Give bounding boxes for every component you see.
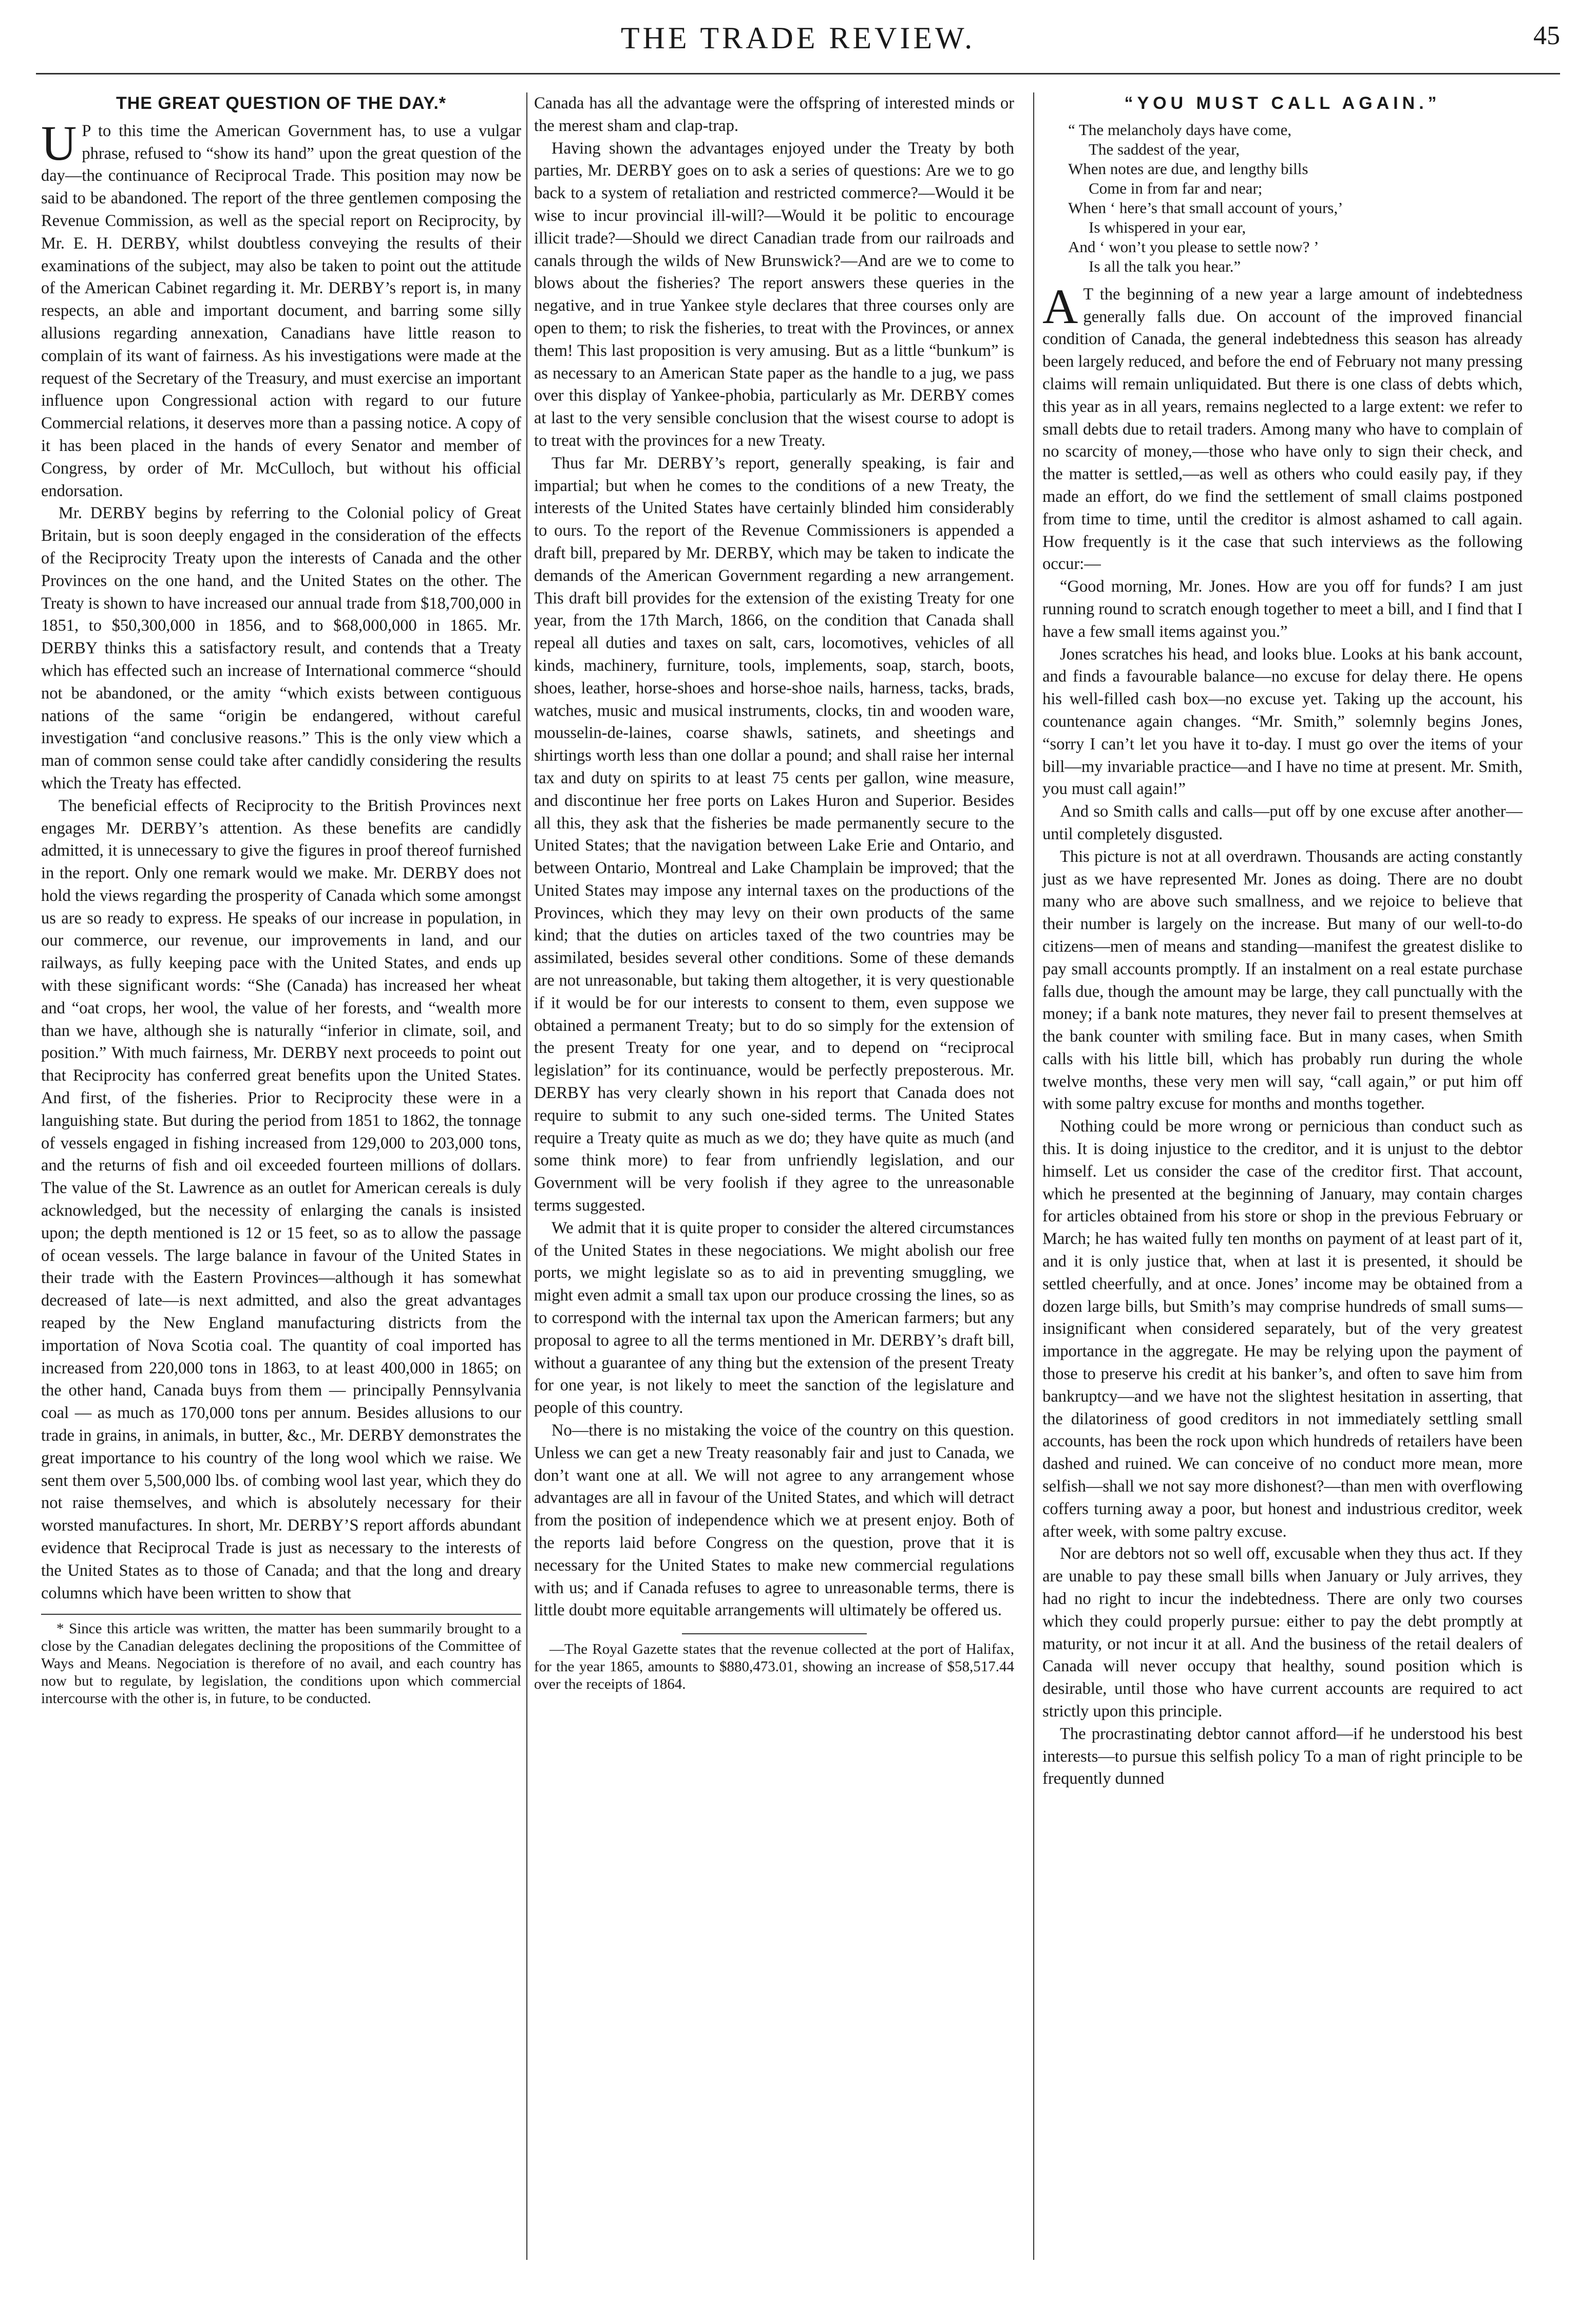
epigraph-poem xyxy=(1068,120,1523,276)
drop-cap: A xyxy=(1042,278,1078,334)
article-paragraph: We admit that it is quite proper to consider the altered circumstances of the United States in these negociations. We might abolish our free ports, we might legislate so as to aid in preventing smuggling, we might even admit a small tax upon our produce crossing the lines, so as to correspond with the internal tax upon the American farmers; but any proposal to agree to all the terms mentioned in Mr. DERBY’s draft bill, without a guarantee of any thing but the extension of the present Treaty for one year, is not likely to meet the sanction of the legislature and people of this country. xyxy=(534,1218,1014,1418)
masthead xyxy=(0,15,1596,72)
poem-line: “ The melancholy days have come, xyxy=(1068,120,1291,139)
article-paragraph: Thus far Mr. DERBY’s report, generally speaking, is fair and impartial; but when he comes to the conditions of a new Treaty, the interests of the United States have certainly blinded him considerably to ours. To the report of the Revenue Commissioners is appended a draft bill, prepared by Mr. DERBY, which may be taken to indicate the demands of the American Government regarding a new arrangement. This draft bill provides for the extension of the existing Treaty for one year, from the 17th March, 1866, on the condition that Canada shall repeal all duties and taxes on salt, cars, locomotives, vehicles of all kinds, machinery, furniture, tools, implements, soap, starch, boots, shoes, leather, horse-shoes and horse-shoe nails, harness, tacks, brads, watches, music and musical instruments, clocks, tin and wooden ware, mousselin-de-laines, coarse shawls, satinets, and sheetings and shirtings worth less than one dollar a pound; and shall raise her internal tax and duty on spirits to at least 75 cents per gallon, wine measure, and discontinue her free ports on Lakes Huron and Superior. Besides all this, they ask that the fisheries be made permanently secure to the United States; that the navigation between Lake Erie and Ontario, and between Ontario, Montreal and Lake Champlain be improved; that the United States may impose any internal taxes on the productions of the Provinces, which they may levy on their own products of the same kind; that the duties on articles taxed of the two countries may be assimilated, besides several other conditions. Some of these demands are not unreasonable, but taking them altogether, it is very questionable if it would be for our interests to consent to them, even suppose we obtained a permanent Treaty; but to do so simply for the extension of the present Treaty for one year, and to depend on “reciprocal legislation” for its continuance, would be perfectly preposterous. Mr. DERBY has very clearly shown in his report that Canada does not require to submit to any such one-sided terms. The United States require a Treaty quite as much as we do; they have quite as much (and some think more) to fear from unfriendly legislation, and our Government will be very foolish if they agree to the unreasonable terms suggested. xyxy=(534,454,1014,1215)
article-paragraph: U P to this time the American Government has, to use a vulgar phrase, refused to “show its hand” upon the great question of the day—the continuance of Reciprocal Trade. This position may now be said to be abandoned. The report of the three gentlemen composing the Revenue Commission, as well as the special report on Reciprocity, by Mr. E. H. DERBY, whilst doubtless conveying the results of their examinations of the subject, may also be taken to point out the attitude of the American Cabinet regarding it. Mr. DERBY’s report is, in many respects, an able and important document, and barring some silly allusions regarding annexation, Canadians have little reason to complain of its want of fairness. As his investigations were made at the request of the Secretary of the Treasury, and must exercise an important influence upon Congressional action with regard to our future Commercial relations, it deserves more than a passing notice. A copy of it has been placed in the hands of every Senator and member of Congress, by order of Mr. McCulloch, but without his official endorsation. xyxy=(41,115,521,500)
article-paragraph: Having shown the advantages enjoyed under the Treaty by both parties, Mr. DERBY goes on to ask a series of questions: Are we to go back to a system of retaliation and restricted commerce?—Would it be wise to incur provincial ill-will?—Would it be politic to encourage illicit trade?—Should we direct Canadian trade from our railroads and canals through the wilds of New Brunswick?—And are we to come to blows about the fisheries? The report answers these queries in the negative, and in true Yankee style declares that three courses only are open to them; to risk the fisheries, to treat with the Provinces, or annex them! This last proposition is very amusing. But as a little “bunkum” is as necessary to an American State paper as the handle to a jug, we pass over this display of Yankee-phobia, particularly as Mr. DERBY comes at last to the very sensible conclusion that the wisest course to adopt is to treat with the provinces for a new Treaty. xyxy=(534,139,1014,450)
article-title: THE GREAT QUESTION OF THE DAY.* xyxy=(116,93,447,113)
article-paragraph: This picture is not at all overdrawn. Thousands are acting constantly just as we have represented Mr. Jones as doing. There are no doubt many who are above such smallness, and we rejoice to believe that their number is largely on the increase. But many of our well-to-do citizens—men of means and standing—manifest the greatest dislike to pay small accounts promptly. If an instalment on a real estate purchase falls due, though the amount may be large, they call punctually with the money; if a bank note matures, they never fail to present themselves at the bank counter with smiling face. But in many cases, when Smith calls with his little bill, which has probably run during the whole twelve months, these very men will say, “call again,” or put him off with some paltry excuse for months and months together. xyxy=(1042,847,1523,1114)
publication-title: THE TRADE REVIEW. xyxy=(620,21,976,55)
news-brief: —The Royal Gazette states that the revenue collected at the port of Halifax, for the year 1865, amounts to $880,473.01, showing an increase of $58,517.44 over the receipts of 1864. xyxy=(534,1641,1014,1693)
article-paragraph: “Good morning, Mr. Jones. How are you off for funds? I am just running round to scratch enough together to meet a bill, and I find that I have a few small items against you.” xyxy=(1042,577,1523,641)
article-paragraph: A T the beginning of a new year a large amount of indebtedness generally falls due. On account of the improved financial condition of Canada, the general indebtedness this season has already been largely reduced, and before the end of February not many pressing claims will remain unliquidated. But there is one class of debts which, this year as in all years, remains neglected to a large extent: we refer to small debts due to retail traders. Among many who have to complain of no scarcity of money,—those who have only to sign their check, and the matter is settled,—as well as others who could easily pay, if they made an effort, do we find the settlement of small claims postponed from time to time, until the creditor is almost ashamed to call again. How frequently is it the case that such interviews as the following occur:— xyxy=(1042,278,1523,574)
article-paragraph: Canada has all the advantage were the offspring of interested minds or the merest sham and clap-trap. xyxy=(534,94,1014,135)
masthead-rule xyxy=(36,73,1560,74)
poem-line: And ‘ won’t you please to settle now? ’ xyxy=(1068,237,1319,256)
poem-line: Is all the talk you hear.” xyxy=(1089,257,1241,275)
article-paragraph: Nothing could be more wrong or pernicious than conduct such as this. It is doing injustice to the creditor, and it is unjust to the debtor himself. Let us consider the case of the creditor first. That account, which he presented at the beginning of January, may contain charges for articles obtained from his store or shop in the previous February or March; he has waited fully ten months on payment of at least part of it, and it is only justice that, when at last it is presented, it should be settled cheerfully, and at once. Jones’ income may be obtained from a dozen large bills, but Smith’s may comprise hundreds of small sums—insignificant when considered separately, but of the very greatest importance in the aggregate. He may be relying upon the payment of those to preserve his credit at his banker’s, and often to save him from bankruptcy—and we have not the slightest hesitation in asserting, that the dilatoriness of good creditors in not immediately settling small accounts, has been the rock upon which hundreds of retailers have been dashed and ruined. We can conceive of no conduct more mean, more selfish—shall we not say more dishonest?—than men with overflowing coffers turning away a poor, but honest and industrious creditor, week after week, with some paltry excuse. xyxy=(1042,1117,1523,1541)
poem-line: The saddest of the year, xyxy=(1089,140,1240,158)
article-paragraph: Nor are debtors not so well off, excusable when they thus act. If they are unable to pay these small bills when January or July arrives, they had no right to incur the indebtedness. There are only two courses which they could properly pursue: either to pay the debt promptly at maturity, or not incur it at all. And the business of the retail dealers of Canada will never occupy that healthy, sound position which is desirable, until those who have current accounts are required to act strictly upon this principle. xyxy=(1042,1544,1523,1721)
article-paragraph: Jones scratches his head, and looks blue. Looks at his bank account, and finds a favourable balance—no excuse for delay there. He opens his well-filled cash box—no excuse yet. Taking up the account, his countenance again changes. “Mr. Smith,” solemnly begins Jones, “sorry I can’t let you have it to-day. I must go over the items of your bill—my invariable practice—and I have no time at present. Mr. Smith, you must call again!” xyxy=(1042,645,1523,799)
column-1 xyxy=(41,92,521,1707)
column-divider xyxy=(1033,92,1034,2260)
drop-cap: U xyxy=(41,115,77,171)
poem-line: When ‘ here’s that small account of yours,’ xyxy=(1068,198,1343,217)
article-paragraph: The beneficial effects of Reciprocity to the British Provinces next engages Mr. DERBY’s attention. As these benefits are candidly admitted, it is unnecessary to give the figures in proof thereof furnished in the report. Only one remark would we make. Mr. DERBY does not hold the views regarding the prosperity of Canada which some amongst us are so ready to express. He speaks of our increase in population, in our commerce, our revenue, our improvements in land, and our railways, as fully keeping pace with the United States, and ends up with these significant words: “She (Canada) has increased her wheat and “oat crops, her wool, the value of her forests, and “wealth more than we have, although she is naturally “inferior in climate, soil, and position.” With much fairness, Mr. DERBY next proceeds to point out that Reciprocity has conferred great benefits upon the United States. And first, of the fisheries. Prior to Reciprocity these were in a languishing state. But during the period from 1851 to 1862, the tonnage of vessels engaged in fishing increased from 129,000 to 203,000 tons, and the returns of fish and oil exceeded fourteen millions of dollars. The value of the St. Lawrence as an outlet for American cereals is duly acknowledged, but the necessity of enlarging the canals is insisted upon; the depth mentioned is 12 or 15 feet, so as to allow the passage of ocean vessels. The large balance in favour of the United States in their trade with the Eastern Provinces—although it has somewhat decreased of late—is next admitted, and also the great advantages reaped by the New England manufacturing districts from the importation of Nova Scotia coal. The quantity of coal imported has increased from 220,000 tons in 1863, to at least 400,000 in 1865; on the other hand, Canada buys from them — principally Pennsylvania coal — as much as 170,000 tons per annum. Besides allusions to our trade in grains, in animals, in butter, &c., Mr. DERBY demonstrates the great importance to his country of the long wool which we raise. We sent them over 5,500,000 lbs. of combing wool last year, which they do not raise themselves, and which is absolutely necessary for their worsted manufactures. In short, Mr. DERBY’S report affords abundant evidence that Reciprocal Trade is just as necessary to the interests of the United States as to those of Canada; and that the long and dreary columns which have been written to show that xyxy=(41,796,521,1602)
article-paragraph: No—there is no mistaking the voice of the country on this question. Unless we can get a new Treaty reasonably fair and just to Canada, we don’t want one at all. We will not agree to any arrangement whose advantages are all in favour of the United States, and which will detract from the position of independence which we at present enjoy. Both of the reports laid before Congress on the question, prove that it is necessary for the United States to make new commercial regulations with us; and if Canada refuses to agree to unreasonable terms, there is little doubt more equitable arrangements will ultimately be offered us. xyxy=(534,1421,1014,1620)
article-paragraph: And so Smith calls and calls—put off by one excuse after another—until completely disgusted. xyxy=(1042,802,1523,843)
page-number: 45 xyxy=(1533,21,1560,50)
column-2 xyxy=(534,92,1014,1693)
poem-line: Is whispered in your ear, xyxy=(1089,218,1246,236)
column-divider xyxy=(526,92,527,2260)
poem-line: Come in from far and near; xyxy=(1089,179,1263,197)
column-3 xyxy=(1042,92,1523,1790)
article-title: “YOU MUST CALL AGAIN.” xyxy=(1124,93,1441,113)
article-paragraph: Mr. DERBY begins by referring to the Colonial policy of Great Britain, but is soon deeply engaged in the consideration of the effects of the Reciprocity Treaty upon the interests of Canada and the other Provinces on the one hand, and the United States on the other. The Treaty is shown to have increased our annual trade from $18,700,000 in 1851, to $50,300,000 in 1856, and to $68,000,000 in 1865. Mr. DERBY thinks this a satisfactory result, and contends that a Treaty which has effected such an increase of International commerce “should not be abandoned, or the amity “which exists between contiguous nations of the same “origin be endangered, without careful investigation “and conclusive reasons.” This is the only view which a man of common sense could take after candidly considering the results which the Treaty has effected. xyxy=(41,504,521,793)
poem-line: When notes are due, and lengthy bills xyxy=(1068,159,1308,178)
footnote-rule xyxy=(41,1614,521,1615)
article-paragraph: The procrastinating debtor cannot afford—if he understood his best interests—to pursue this selfish policy To a man of right principle to be frequently dunned xyxy=(1042,1724,1523,1788)
footnote: * Since this article was written, the matter has been summarily brought to a close by the Canadian delegates declining the propositions of the Committee of Ways and Means. Negociation is therefore of no avail, and each country has now but to regulate, by legislation, the conditions upon which commercial intercourse with the other is, in future, to be conducted. xyxy=(41,1620,521,1707)
separator-rule xyxy=(682,1633,867,1634)
